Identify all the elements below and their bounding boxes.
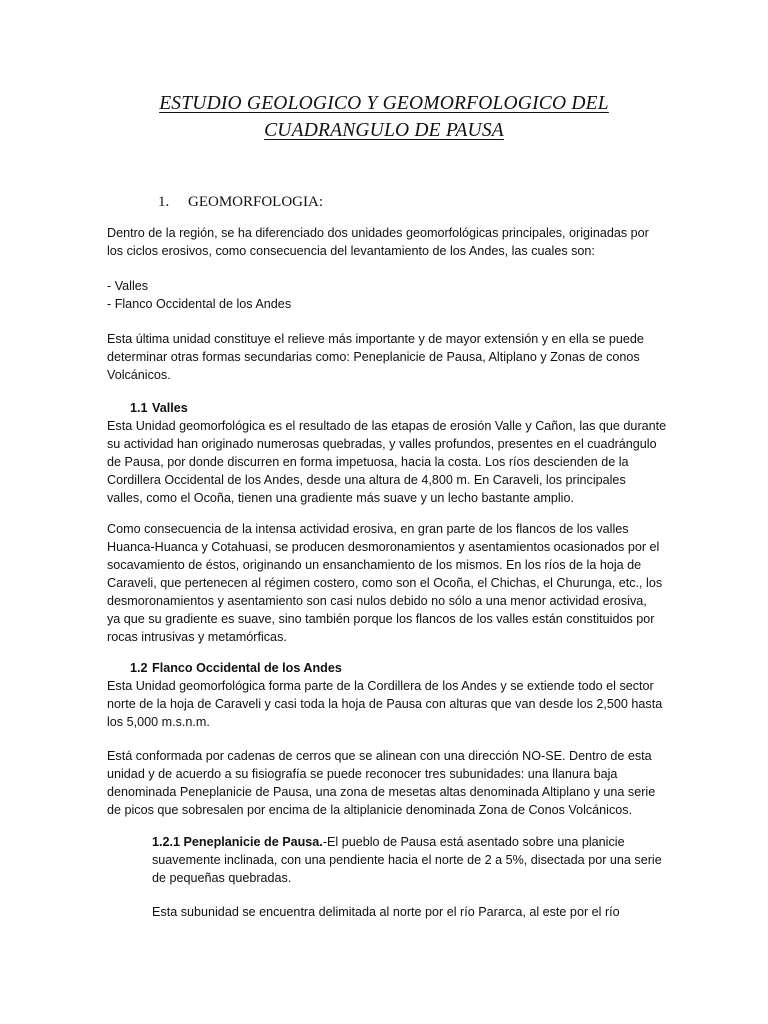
- subheading-valles: [130, 399, 188, 417]
- subunidad-paragraph: [152, 903, 620, 921]
- paragraph-line: unidad y de acuerdo a su fisiografía se puede reconocer tres subunidades: una llanura baja: [107, 767, 618, 781]
- intro-paragraph: [107, 224, 649, 260]
- section-heading-geomorfologia: [158, 192, 323, 212]
- subheading-flanco-occidental: [130, 659, 342, 677]
- subheading-number: 1.2: [130, 661, 148, 675]
- paragraph-line: Huanca-Huanca y Cotahuasi, se producen desmoronamientos y asentamientos ocasionados por el: [107, 540, 660, 554]
- flanco-paragraph: [107, 677, 662, 731]
- subheading-label: Flanco Occidental de los Andes: [152, 661, 342, 675]
- paragraph-line: su actividad han originado numerosas quebradas, y valles profundos, presentes en el cuadrángulo: [107, 437, 657, 451]
- peneplanicie-first-line: -El pueblo de Pausa está asentado sobre una planicie: [322, 835, 625, 849]
- ultima-unidad-paragraph: [107, 330, 644, 384]
- paragraph-line: Dentro de la región, se ha diferenciado dos unidades geomorfológicas principales, originadas por: [107, 226, 649, 240]
- list-item: - Valles: [107, 279, 149, 293]
- paragraph-line: socavamiento de éstos, originando un ensanchamiento de los mismos. En los ríos de la hoja de: [107, 558, 642, 572]
- subheading-number: 1.1: [130, 401, 148, 415]
- unit-list: [107, 277, 291, 313]
- paragraph-line: norte de la hoja de Caraveli y casi toda la hoja de Pausa con alturas que van desde los 2,500 hasta: [107, 697, 663, 711]
- document-title: [0, 90, 768, 144]
- paragraph-line: de picos que sobresalen por encima de la altiplanicie denominada Zona de Conos Volcánicos.: [107, 803, 633, 817]
- paragraph-line: valles, como el Ocoña, tienen una gradiente más suave y un lecho bastante amplio.: [107, 491, 574, 505]
- section-label: GEOMORFOLOGIA:: [188, 194, 323, 210]
- paragraph-line: Volcánicos.: [107, 368, 171, 382]
- title-line-1: ESTUDIO GEOLOGICO Y GEOMORFOLOGICO DEL: [159, 93, 609, 114]
- paragraph-line: determinar otras formas secundarias como: Peneplanicie de Pausa, Altiplano y Zonas de conos: [107, 350, 640, 364]
- paragraph-line: suavemente inclinada, con una pendiente hacia el norte de 2 a 5%, disectada por una serie: [152, 853, 662, 867]
- conformada-paragraph: [107, 747, 655, 819]
- section-number: 1.: [158, 194, 170, 210]
- paragraph-line: Está conformada por cadenas de cerros que se alinean con una dirección NO-SE. Dentro de esta: [107, 749, 652, 763]
- peneplanicie-paragraph: [152, 833, 662, 887]
- paragraph-line: de Pausa, por donde discurren en forma impetuosa, hacia la costa. Los ríos descienden de la: [107, 455, 629, 469]
- paragraph-line: rocas intrusivas y metamórficas.: [107, 630, 287, 644]
- paragraph-line: Esta Unidad geomorfológica es el resultado de las etapas de erosión Valle y Cañon, las que durante: [107, 419, 667, 433]
- paragraph-line: ya que su gradiente es suave, sino también porque los flancos de los valles están constituidos por: [107, 612, 655, 626]
- paragraph-line: los ciclos erosivos, como consecuencia del levantamiento de los Andes, las cuales son:: [107, 244, 595, 258]
- subheading-label: Valles: [152, 401, 188, 415]
- valles-paragraph: [107, 417, 666, 507]
- paragraph-line: [152, 833, 662, 851]
- paragraph-line: Esta subunidad se encuentra delimitada al norte por el río Pararca, al este por el río: [152, 905, 620, 919]
- paragraph-line: de pequeñas quebradas.: [152, 871, 292, 885]
- title-line-2: CUADRANGULO DE PAUSA: [264, 120, 504, 141]
- paragraph-line: Como consecuencia de la intensa actividad erosiva, en gran parte de los flancos de los valles: [107, 522, 629, 536]
- paragraph-line: Esta última unidad constituye el relieve más importante y de mayor extensión y en ella se puede: [107, 332, 644, 346]
- paragraph-line: Caraveli, que pertenecen al régimen costero, como son el Ocoña, el Chichas, el Churunga, etc., los: [107, 576, 663, 590]
- peneplanicie-heading: 1.2.1 Peneplanicie de Pausa.: [152, 835, 323, 849]
- paragraph-line: Esta Unidad geomorfológica forma parte de la Cordillera de los Andes y se extiende todo el sector: [107, 679, 654, 693]
- list-item: - Flanco Occidental de los Andes: [107, 297, 292, 311]
- paragraph-line: los 5,000 m.s.n.m.: [107, 715, 210, 729]
- paragraph-line: denominada Peneplanicie de Pausa, una zona de mesetas altas denominada Altiplano y una serie: [107, 785, 656, 799]
- paragraph-line: desmoronamientos y asentamiento son casi nulos debido no sólo a una menor actividad erosiva,: [107, 594, 647, 608]
- consecuencia-paragraph: [107, 520, 662, 646]
- paragraph-line: Cordillera Occidental de los Andes, desde una altura de 4,800 m. En Caraveli, los principales: [107, 473, 626, 487]
